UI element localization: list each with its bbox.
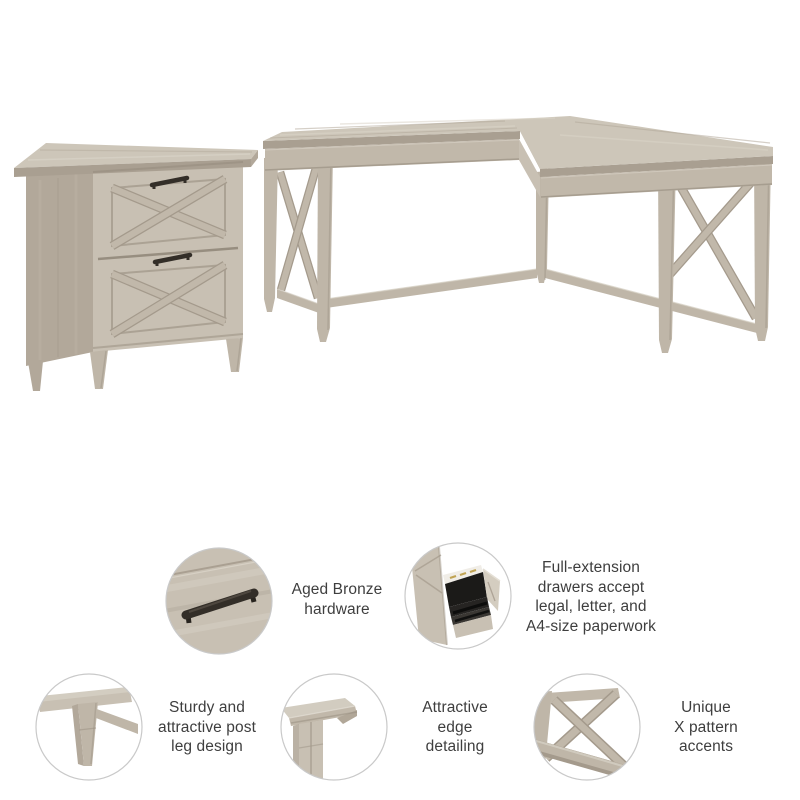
feature-label-post-leg-design [122,698,292,757]
feature-label-line: drawers accept [537,578,645,596]
feature-label-line: leg design [171,738,243,755]
feature-label-full-extension-drawers [491,558,691,636]
x-pattern-closeup-icon [532,672,642,782]
feature-label-line: hardware [304,600,370,618]
feature-label-line: X pattern [674,718,738,736]
feature-label-aged-bronze-hardware [252,580,422,619]
feature-label-x-pattern-accents [631,698,781,757]
l-shaped-desk [263,116,773,353]
feature-label-line: detailing [425,738,485,755]
feature-label-line: attractive post [158,718,256,736]
cabinet-drawer-bottom [98,252,238,346]
feature-label-line: legal, letter, and [535,598,647,615]
feature-label-line: A4-size paperwork [525,617,657,635]
feature-label-line: accents [678,738,734,755]
feature-label-line: Attractive [422,699,488,716]
feature-label-line: edge [437,718,473,736]
feature-label-line: Full-extension [542,559,640,576]
feature-label-line: Aged Bronze [291,581,383,598]
feature-label-line: Sturdy and [169,699,245,716]
cabinet-drawer-top [98,166,238,257]
feature-label-line: Unique [681,699,731,716]
feature-label-edge-detailing [385,698,525,757]
desk-leg [264,157,278,312]
desk-left-x-panel [264,154,333,342]
edge-detail-closeup-icon [279,672,389,782]
cabinet-side-panel [26,170,93,366]
lateral-file-cabinet [14,143,258,391]
